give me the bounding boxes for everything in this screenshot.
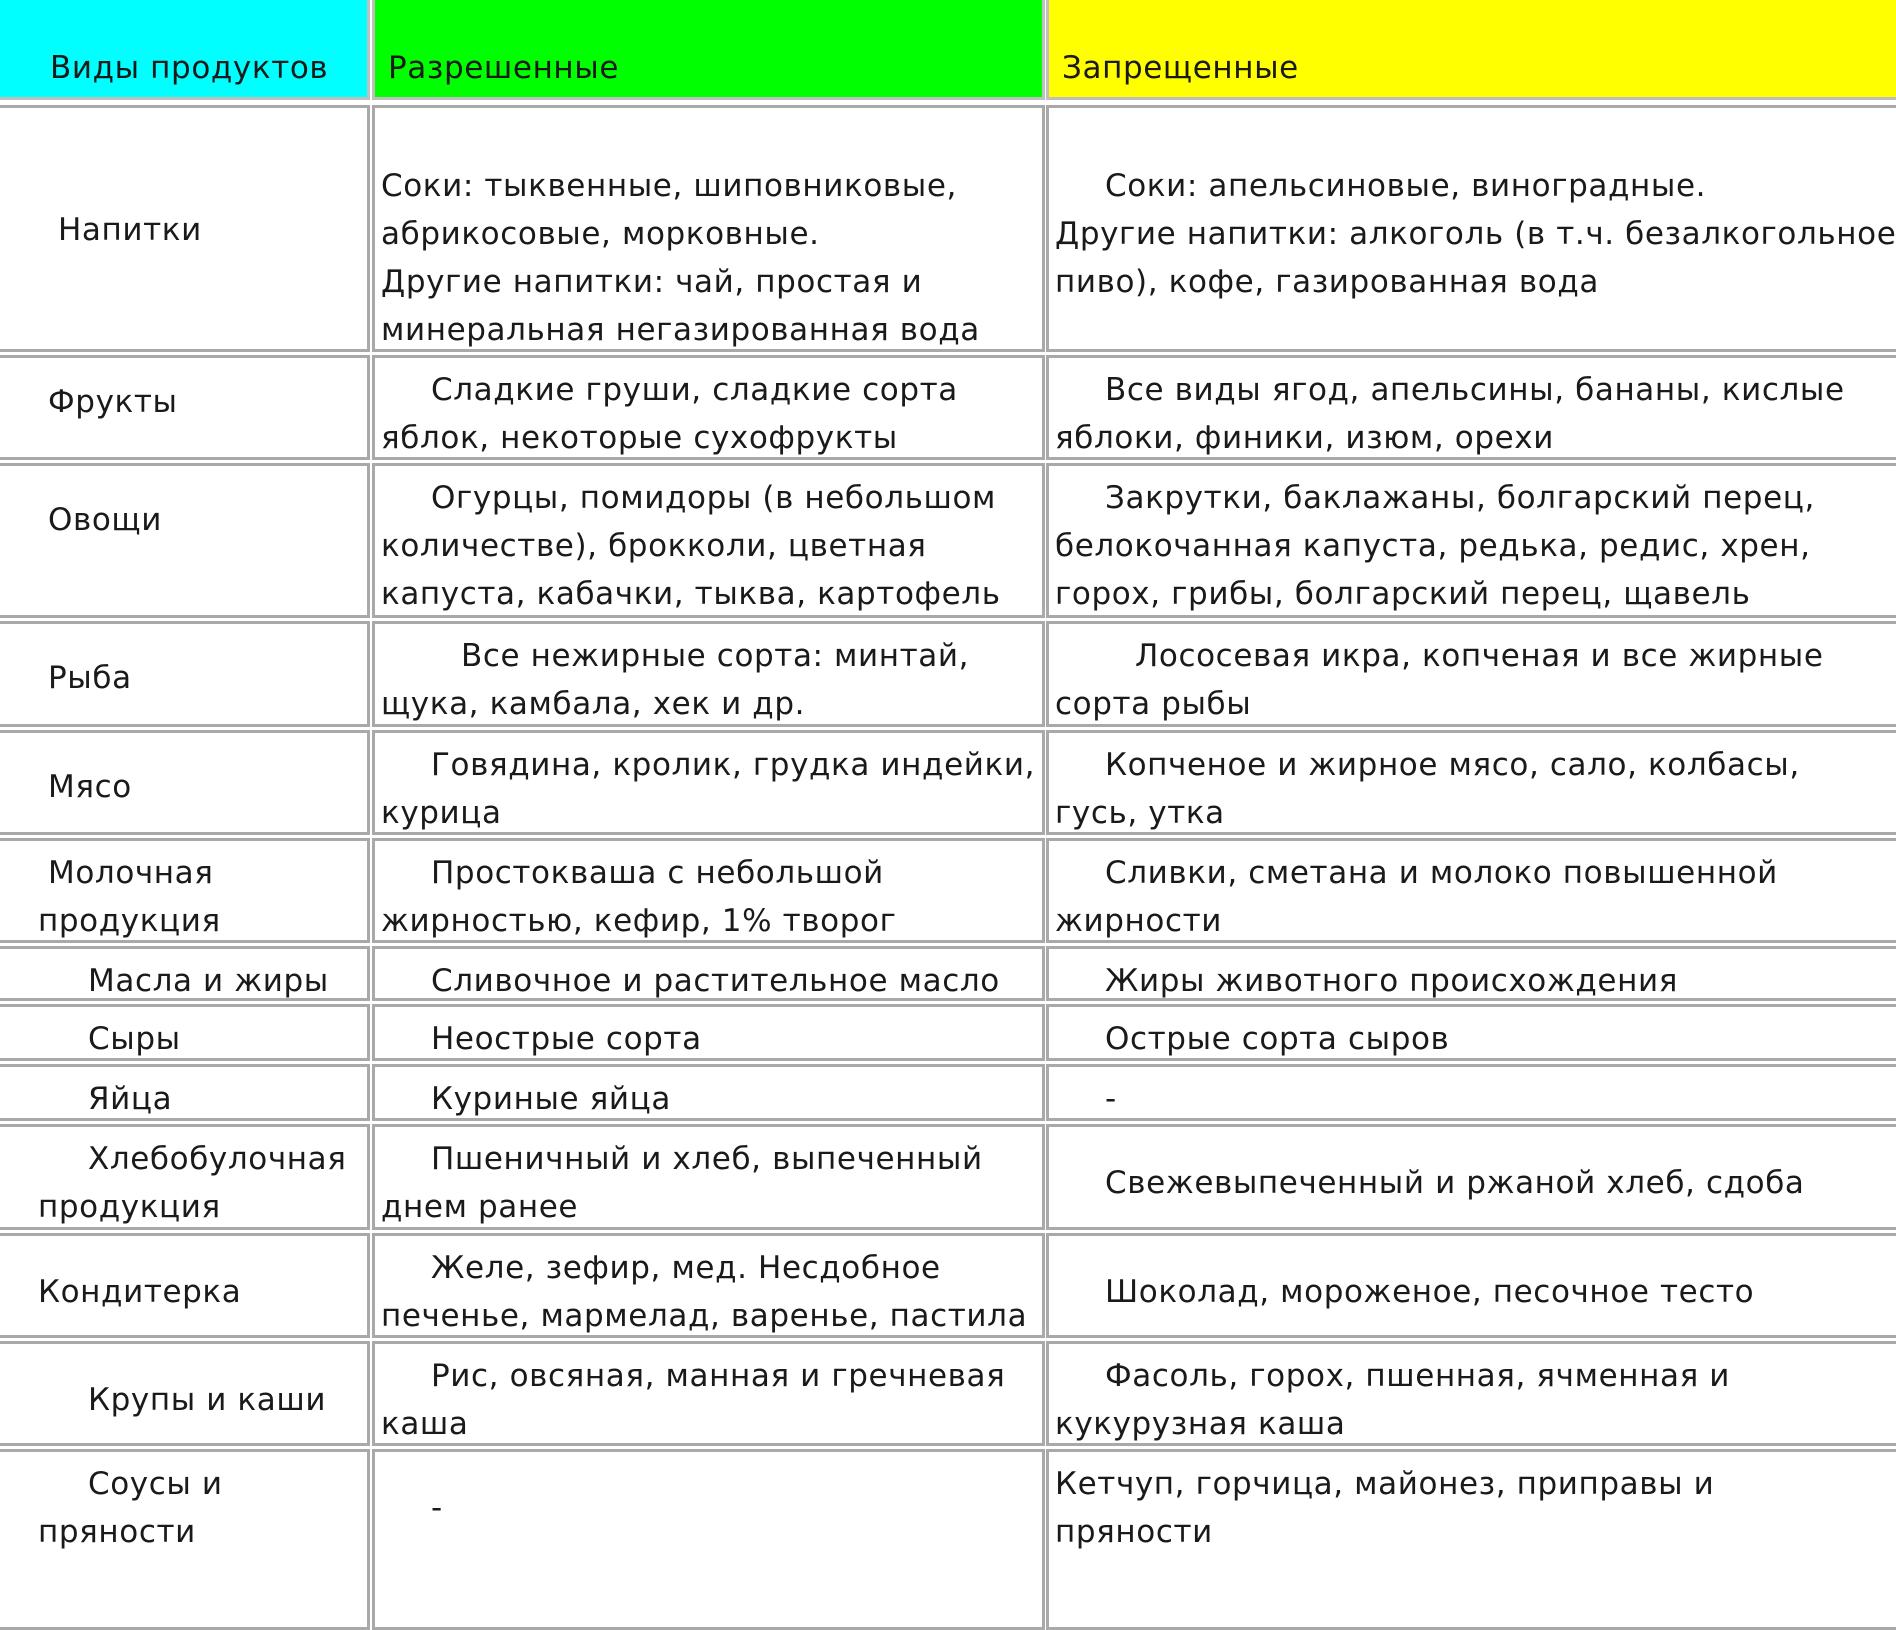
- allowed-line: днем ранее: [381, 1189, 579, 1225]
- cell-forbidden: [1046, 1449, 1896, 1630]
- cell-forbidden: [1046, 1341, 1896, 1446]
- forbidden-line: Острые сорта сыров: [1105, 1021, 1450, 1057]
- category-line: продукция: [38, 1189, 221, 1225]
- cell-forbidden: [1046, 1064, 1896, 1121]
- forbidden-line: Жиры животного происхождения: [1105, 963, 1678, 999]
- category-line: Рыба: [48, 660, 132, 696]
- forbidden-line: Другие напитки: алкоголь (в т.ч. безалкогольное: [1055, 216, 1896, 252]
- cell-category: [0, 1449, 370, 1630]
- cell-forbidden: [1046, 105, 1896, 352]
- category-line: Овощи: [48, 502, 162, 538]
- cell-forbidden: [1046, 730, 1896, 835]
- cell-allowed: [372, 463, 1045, 618]
- header-col2: [372, 0, 1045, 100]
- cell-category: [0, 621, 370, 727]
- cell-category: [0, 463, 370, 618]
- allowed-line: -: [431, 1490, 443, 1526]
- allowed-line: Сладкие груши, сладкие сорта: [431, 372, 958, 408]
- allowed-line: Рис, овсяная, манная и гречневая: [431, 1358, 1006, 1394]
- cell-category: [0, 1233, 370, 1338]
- header-label: Запрещенные: [1062, 50, 1299, 86]
- forbidden-line: Лососевая икра, копченая и все жирные: [1135, 638, 1824, 674]
- forbidden-line: кукурузная каша: [1055, 1406, 1346, 1442]
- category-line: Мясо: [48, 769, 132, 805]
- forbidden-line: пиво), кофе, газированная вода: [1055, 264, 1599, 300]
- forbidden-line: -: [1105, 1081, 1117, 1117]
- allowed-line: печенье, мармелад, варенье, пастила: [381, 1298, 1028, 1334]
- cell-category: [0, 946, 370, 1001]
- category-line: Крупы и каши: [88, 1382, 327, 1418]
- cell-allowed: [372, 621, 1045, 727]
- allowed-line: Сливочное и растительное масло: [431, 963, 1000, 999]
- forbidden-line: Шоколад, мороженое, песочное тесто: [1105, 1274, 1755, 1310]
- forbidden-line: Соки: апельсиновые, виноградные.: [1105, 168, 1707, 204]
- forbidden-line: белокочанная капуста, редька, редис, хрен,: [1055, 528, 1811, 564]
- cell-category: [0, 1124, 370, 1230]
- category-line: Соусы и: [88, 1466, 223, 1502]
- allowed-line: щука, камбала, хек и др.: [381, 686, 806, 722]
- cell-category: [0, 1341, 370, 1446]
- allowed-line: Другие напитки: чай, простая и: [381, 264, 923, 300]
- allowed-line: Говядина, кролик, грудка индейки,: [431, 747, 1036, 783]
- cell-allowed: [372, 1449, 1045, 1630]
- forbidden-line: Свежевыпеченный и ржаной хлеб, сдоба: [1105, 1165, 1805, 1201]
- allowed-line: минеральная негазированная вода: [381, 312, 980, 348]
- category-line: Сыры: [88, 1021, 181, 1057]
- cell-category: [0, 838, 370, 943]
- allowed-line: жирностью, кефир, 1% творог: [381, 903, 897, 939]
- allowed-line: Желе, зефир, мед. Несдобное: [431, 1250, 941, 1286]
- cell-forbidden: [1046, 946, 1896, 1001]
- cell-forbidden: [1046, 1124, 1896, 1230]
- allowed-line: Соки: тыквенные, шиповниковые,: [381, 168, 957, 204]
- allowed-line: капуста, кабачки, тыква, картофель: [381, 576, 1001, 612]
- cell-allowed: [372, 1064, 1045, 1121]
- allowed-line: Неострые сорта: [431, 1021, 702, 1057]
- cell-forbidden: [1046, 463, 1896, 618]
- cell-allowed: [372, 1233, 1045, 1338]
- allowed-line: Пшеничный и хлеб, выпеченный: [431, 1141, 983, 1177]
- forbidden-line: Закрутки, баклажаны, болгарский перец,: [1105, 480, 1815, 516]
- cell-forbidden: [1046, 1004, 1896, 1061]
- allowed-line: Куриные яйца: [431, 1081, 671, 1117]
- allowed-line: Огурцы, помидоры (в небольшом: [431, 480, 997, 516]
- cell-allowed: [372, 1124, 1045, 1230]
- category-line: Яйца: [88, 1081, 173, 1117]
- cell-allowed: [372, 730, 1045, 835]
- cell-category: [0, 730, 370, 835]
- header-label: Виды продуктов: [50, 50, 329, 86]
- category-line: Напитки: [58, 212, 202, 248]
- forbidden-line: гусь, утка: [1055, 795, 1225, 831]
- allowed-line: каша: [381, 1406, 469, 1442]
- cell-category: [0, 105, 370, 352]
- header-label: Разрешенные: [388, 50, 620, 86]
- cell-category: [0, 1064, 370, 1121]
- header-col3: [1046, 0, 1896, 100]
- category-line: Масла и жиры: [88, 963, 329, 999]
- cell-category: [0, 1004, 370, 1061]
- category-line: Фрукты: [48, 384, 178, 420]
- category-line: Кондитерка: [38, 1274, 242, 1310]
- forbidden-line: сорта рыбы: [1055, 686, 1252, 722]
- allowed-line: абрикосовые, морковные.: [381, 216, 820, 252]
- forbidden-line: Фасоль, горох, пшенная, ячменная и: [1105, 1358, 1731, 1394]
- cell-allowed: [372, 355, 1045, 460]
- cell-allowed: [372, 1341, 1045, 1446]
- allowed-line: яблок, некоторые сухофрукты: [381, 420, 898, 456]
- category-line: Хлебобулочная: [88, 1141, 347, 1177]
- allowed-line: курица: [381, 795, 502, 831]
- cell-forbidden: [1046, 838, 1896, 943]
- forbidden-line: жирности: [1055, 903, 1223, 939]
- forbidden-line: Копченое и жирное мясо, сало, колбасы,: [1105, 747, 1800, 783]
- forbidden-line: Сливки, сметана и молоко повышенной: [1105, 855, 1778, 891]
- header-col1: [0, 0, 370, 100]
- cell-category: [0, 355, 370, 460]
- category-line: пряности: [38, 1514, 196, 1550]
- category-line: Молочная: [48, 855, 214, 891]
- allowed-line: количестве), брокколи, цветная: [381, 528, 927, 564]
- cell-allowed: [372, 946, 1045, 1001]
- cell-forbidden: [1046, 1233, 1896, 1338]
- forbidden-line: пряности: [1055, 1514, 1213, 1550]
- forbidden-line: горох, грибы, болгарский перец, щавель: [1055, 576, 1751, 612]
- cell-allowed: [372, 105, 1045, 352]
- forbidden-line: Все виды ягод, апельсины, бананы, кислые: [1105, 372, 1845, 408]
- allowed-line: Простокваша с небольшой: [431, 855, 884, 891]
- cell-allowed: [372, 838, 1045, 943]
- forbidden-line: Кетчуп, горчица, майонез, приправы и: [1055, 1466, 1715, 1502]
- allowed-line: Все нежирные сорта: минтай,: [461, 638, 970, 674]
- cell-forbidden: [1046, 355, 1896, 460]
- category-line: продукция: [38, 903, 221, 939]
- cell-allowed: [372, 1004, 1045, 1061]
- cell-forbidden: [1046, 621, 1896, 727]
- forbidden-line: яблоки, финики, изюм, орехи: [1055, 420, 1555, 456]
